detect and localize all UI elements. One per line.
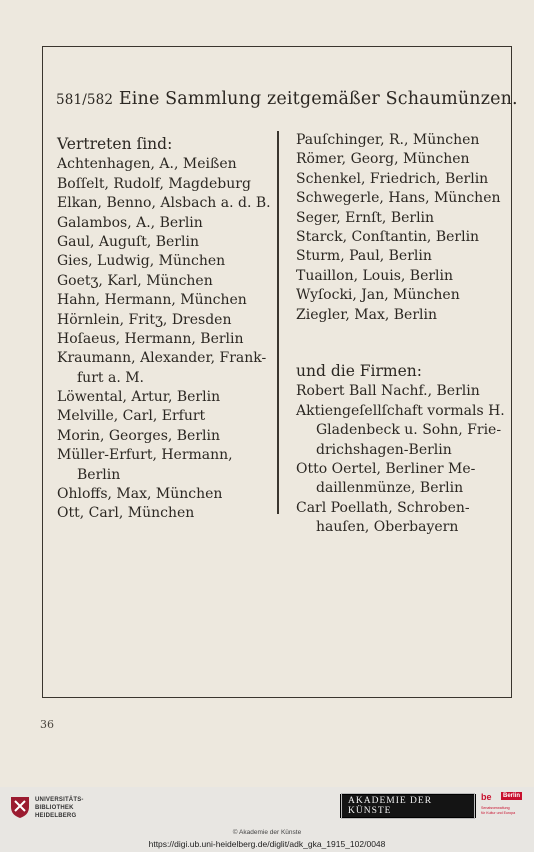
artist-entry: Pauſchinger, R., München [296, 132, 480, 148]
firm-entry: drichshagen-Berlin [316, 441, 452, 458]
viewer-footer [0, 787, 534, 852]
artist-list-right [296, 131, 511, 325]
artist-entry: Müller-Erfurt, Hermann, [57, 447, 233, 464]
artist-entry: Ziegler, Max, Berlin [296, 306, 437, 323]
library-logo-line-1: UNIVERSITÄTS- [35, 797, 84, 803]
artist-entry: Römer, Georg, München [296, 151, 470, 168]
page-number: 36 [40, 718, 54, 731]
artist-entry: Ott, Carl, München [57, 505, 195, 522]
firm-entry: Robert Ball Nachf., Berlin [296, 383, 480, 400]
library-logo-line-3: HEIDELBERG [35, 813, 77, 819]
firm-entry: Gladenbeck u. Sohn, Frie- [316, 422, 502, 439]
artist-entry: Morin, Georges, Berlin [57, 427, 221, 444]
bes-small-line-2: für Kultur und Europa [481, 811, 516, 815]
firm-entry: daillenmünze, Berlin [316, 480, 464, 497]
artist-entry: furt a. M. [77, 369, 144, 386]
catalog-title: Eine Sammlung zeitgemäßer Schaumünzen. [118, 89, 518, 109]
senate-berlin-logo[interactable] [481, 792, 527, 824]
artist-entry: Boſſelt, Rudolf, Magdeburg [57, 175, 251, 192]
bes-small-line-1: Senatsverwaltung [481, 806, 510, 810]
artist-entry: Schenkel, Friedrich, Berlin [296, 170, 489, 187]
artist-entry: Berlin [77, 466, 121, 483]
artist-entry: Schwegerle, Hans, München [296, 190, 501, 207]
library-shield-icon [8, 795, 32, 819]
artist-entry: Löwental, Artur, Berlin [57, 389, 221, 406]
akademie-label: AKADEMIE DER KÜNSTE [341, 793, 475, 819]
artist-entry: Galambos, A., Berlin [57, 214, 203, 231]
artist-list-left [57, 135, 272, 524]
artist-entry: Hoſaeus, Hermann, Berlin [57, 330, 244, 347]
catalog-number: 581/582 [56, 92, 114, 108]
artist-entry: Achtenhagen, A., Meißen [57, 156, 237, 173]
akademie-der-kuenste-logo[interactable] [340, 794, 476, 818]
artist-entry: Hahn, Hermann, München [57, 292, 247, 309]
artist-entry: Ohloffs, Max, München [57, 486, 223, 503]
firm-entry: Carl Poellath, Schroben- [296, 499, 470, 516]
firm-list [296, 362, 511, 538]
bes-berlin-mark: Berlin [503, 793, 521, 799]
catalog-heading [56, 89, 516, 115]
artist-entry: Gies, Ludwig, München [57, 253, 226, 270]
artist-entry: Gaul, Auguſt, Berlin [57, 233, 199, 250]
column-divider [277, 131, 279, 514]
bes-be-mark: be [481, 792, 492, 802]
list-subheading: Vertreten ſind: [57, 135, 173, 153]
artist-entry: Kraumann, Alexander, Frank- [57, 350, 267, 367]
artist-entry: Tuaillon, Louis, Berlin [296, 267, 454, 284]
artist-entry: Sturm, Paul, Berlin [296, 248, 432, 265]
artist-entry: Wyſocki, Jan, München [296, 287, 460, 304]
copyright-notice: © Akademie der Künste [232, 829, 302, 836]
artist-entry: Melville, Carl, Erfurt [57, 408, 206, 425]
artist-entry: Goetʒ, Karl, München [57, 272, 213, 289]
firm-entry: Aktiengeſellſchaft vormals H. [296, 402, 505, 419]
university-library-logo[interactable] [8, 795, 118, 823]
firm-entry: hauſen, Oberbayern [316, 519, 459, 536]
artist-entry: Elkan, Benno, Alsbach a. d. B. [57, 195, 271, 212]
artist-entry: Seger, Ernſt, Berlin [296, 209, 435, 226]
firm-entry: Otto Oertel, Berliner Me- [296, 460, 476, 477]
permalink-url[interactable]: https://digi.ub.uni-heidelberg.de/diglit/adk_gka_1915_102/0048 [148, 839, 386, 849]
list-subheading: und die Firmen: [296, 362, 422, 380]
artist-entry: Hörnlein, Fritʒ, Dresden [57, 311, 232, 328]
library-logo-line-2: BIBLIOTHEK [35, 805, 74, 811]
artist-entry: Starck, Conſtantin, Berlin [296, 228, 480, 245]
